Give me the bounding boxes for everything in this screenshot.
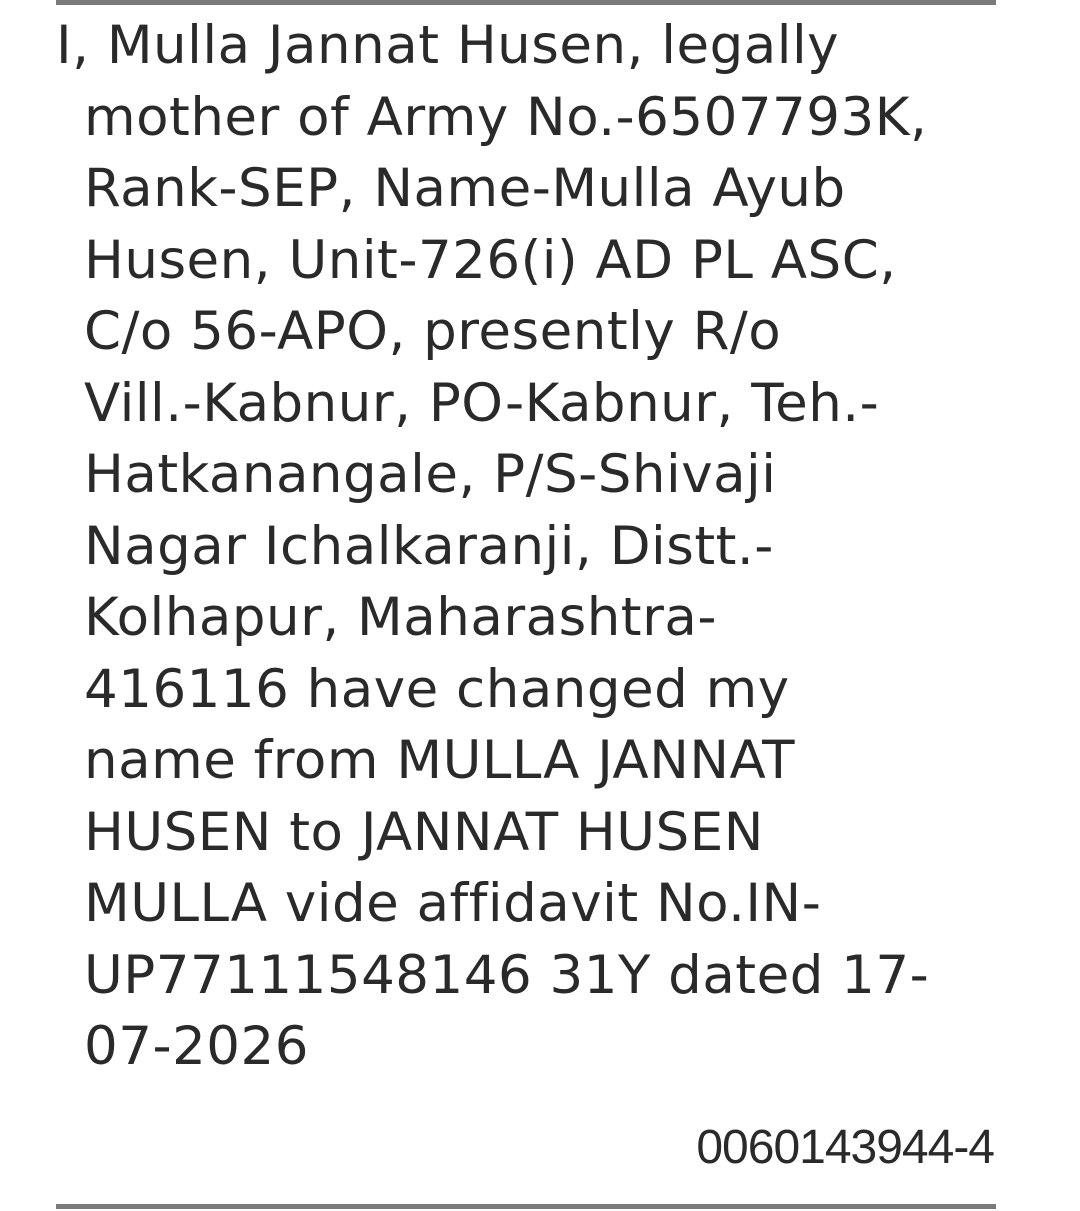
notice-line: MULLA vide affidavit No.IN- [84,873,822,934]
notice-line: Rank-SEP, Name-Mulla Ayub [84,158,846,219]
notice-line: C/o 56-APO, presently R/o [84,301,782,362]
bottom-divider [56,1204,996,1209]
notice-line: 416116 have changed my [84,658,790,720]
name-change-notice [56,10,996,1083]
notice-line: mother of Army No.-6507793K, [84,86,928,148]
notice-line: Vill.-Kabnur, PO-Kabnur, Teh.- [84,372,880,434]
notice-line: name from MULLA JANNAT [84,730,795,791]
notice-line: UP77111548146 31Y dated 17- [84,944,930,1006]
notice-line: I, Mulla Jannat Husen, legally [56,15,840,76]
notice-line: Husen, Unit-726(i) AD PL ASC, [84,229,897,291]
notice-line: Kolhapur, Maharashtra- [84,587,717,648]
notice-line: 07-2026 [84,1016,309,1077]
reference-code: 0060143944-4 [696,1121,994,1174]
notice-line: Nagar Ichalkaranji, Distt.- [84,515,774,577]
notice-line: HUSEN to JANNAT HUSEN [84,801,764,863]
top-divider [56,0,996,5]
notice-line: Hatkanangale, P/S-Shivaji [84,444,777,505]
